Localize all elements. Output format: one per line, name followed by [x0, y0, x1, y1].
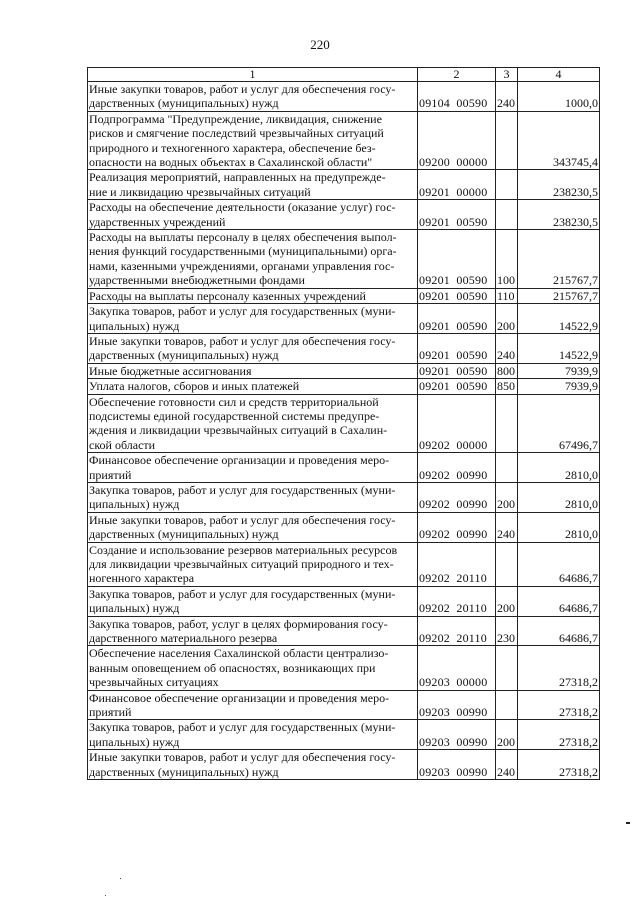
column-header-4: 4	[518, 68, 600, 82]
row-description: Реализация мероприятий, направленных на предупрежде- ние и ликвидацию чрезвычайных ситуаций	[88, 170, 418, 200]
margin-mark	[626, 822, 630, 824]
row-expense-type	[496, 542, 518, 586]
row-description: Закупка товаров, работ и услуг для государственных (муни- ципальных) нужд	[88, 482, 418, 512]
row-code: 09201 00590	[418, 288, 496, 303]
table-row	[88, 586, 600, 616]
row-amount: 27318,2	[518, 690, 600, 720]
table-row	[88, 646, 600, 690]
row-code: 09104 00590	[418, 82, 496, 112]
row-amount: 27318,2	[518, 720, 600, 750]
row-amount: 1000,0	[518, 82, 600, 112]
table-row	[88, 304, 600, 334]
row-amount: 2810,0	[518, 453, 600, 483]
row-description: Закупка товаров, работ и услуг для государственных (муни- ципальных) нужд	[88, 720, 418, 750]
row-amount: 343745,4	[518, 111, 600, 170]
table-row	[88, 542, 600, 586]
column-header-3: 3	[496, 68, 518, 82]
row-code: 09202 00000	[418, 394, 496, 453]
row-amount: 238230,5	[518, 170, 600, 200]
row-code: 09201 00590	[418, 230, 496, 289]
row-expense-type	[496, 690, 518, 720]
row-expense-type: 110	[496, 288, 518, 303]
table-row	[88, 512, 600, 542]
row-code: 09203 00000	[418, 646, 496, 690]
row-code: 09202 00990	[418, 482, 496, 512]
row-description: Финансовое обеспечение организации и проведения меро- приятий	[88, 690, 418, 720]
row-code: 09201 00590	[418, 333, 496, 363]
row-code: 09201 00000	[418, 170, 496, 200]
row-description: Создание и использование резервов материальных ресурсов для ликвидации чрезвычайных ситуаций природного и тех- ногенного характера	[88, 542, 418, 586]
table-row	[88, 333, 600, 363]
row-description: Закупка товаров, работ, услуг в целях формирования госу- дарственного материального резерва	[88, 616, 418, 646]
table-row	[88, 690, 600, 720]
column-header-1: 1	[88, 68, 418, 82]
table-row	[88, 453, 600, 483]
row-expense-type: 200	[496, 304, 518, 334]
row-description: Обеспечение населения Сахалинской области централизо- ванным оповещением об опасностях, возникающих при чрезвычайных ситуациях	[88, 646, 418, 690]
table-row	[88, 720, 600, 750]
row-description: Иные закупки товаров, работ и услуг для обеспечения госу- дарственных (муниципальных) нужд	[88, 82, 418, 112]
table-row	[88, 82, 600, 112]
row-expense-type	[496, 453, 518, 483]
row-description: Уплата налогов, сборов и иных платежей	[88, 379, 418, 394]
table-row	[88, 482, 600, 512]
row-expense-type	[496, 646, 518, 690]
row-description: Обеспечение готовности сил и средств территориальной подсистемы единой государственной системы предупре- ждения и ликвидации чрезвычайных ситуаций в Сахалин- ской области	[88, 394, 418, 453]
row-code: 09202 20110	[418, 542, 496, 586]
table-row	[88, 170, 600, 200]
row-amount: 14522,9	[518, 333, 600, 363]
row-expense-type: 240	[496, 750, 518, 780]
row-expense-type: 800	[496, 363, 518, 378]
table-row	[88, 394, 600, 453]
row-amount: 2810,0	[518, 482, 600, 512]
row-code: 09201 00590	[418, 304, 496, 334]
row-expense-type: 850	[496, 379, 518, 394]
row-description: Подпрограмма "Предупреждение, ликвидация, снижение рисков и смягчение последствий чрезвычайных ситуаций природного и техногенного характера, обеспечение без- опасности на водных объектах в Сахалинской области"	[88, 111, 418, 170]
scan-speck	[105, 895, 106, 896]
row-amount: 7939,9	[518, 379, 600, 394]
row-code: 09201 00590	[418, 363, 496, 378]
row-code: 09203 00990	[418, 720, 496, 750]
column-header-2: 2	[418, 68, 496, 82]
row-amount: 64686,7	[518, 586, 600, 616]
row-description: Иные бюджетные ассигнования	[88, 363, 418, 378]
table-row	[88, 363, 600, 378]
row-code: 09201 00590	[418, 379, 496, 394]
row-description: Расходы на выплаты персоналу в целях обеспечения выпол- нения функций государственными (муниципальными) орга- нами, казенными учреждениями, органами управления гос- ударственными внебюджетными фондами	[88, 230, 418, 289]
row-expense-type: 200	[496, 586, 518, 616]
row-code: 09203 00990	[418, 750, 496, 780]
row-amount: 64686,7	[518, 542, 600, 586]
table-row	[88, 616, 600, 646]
row-code: 09202 20110	[418, 586, 496, 616]
table-row	[88, 111, 600, 170]
row-expense-type: 240	[496, 512, 518, 542]
row-amount: 215767,7	[518, 288, 600, 303]
row-code: 09203 00990	[418, 690, 496, 720]
row-description: Иные закупки товаров, работ и услуг для обеспечения госу- дарственных (муниципальных) нужд	[88, 512, 418, 542]
page-number: 220	[310, 37, 330, 52]
row-amount: 67496,7	[518, 394, 600, 453]
row-description: Закупка товаров, работ и услуг для государственных (муни- ципальных) нужд	[88, 304, 418, 334]
row-expense-type: 240	[496, 333, 518, 363]
row-description: Иные закупки товаров, работ и услуг для обеспечения госу- дарственных (муниципальных) нужд	[88, 333, 418, 363]
row-amount: 64686,7	[518, 616, 600, 646]
row-expense-type: 240	[496, 82, 518, 112]
row-expense-type: 100	[496, 230, 518, 289]
row-code: 09200 00000	[418, 111, 496, 170]
row-amount: 7939,9	[518, 363, 600, 378]
row-expense-type	[496, 200, 518, 230]
table-row	[88, 230, 600, 289]
row-code: 09202 20110	[418, 616, 496, 646]
row-amount: 215767,7	[518, 230, 600, 289]
row-expense-type	[496, 394, 518, 453]
row-description: Расходы на обеспечение деятельности (оказание услуг) гос- ударственных учреждений	[88, 200, 418, 230]
row-description: Иные закупки товаров, работ и услуг для обеспечения госу- дарственных (муниципальных) нужд	[88, 750, 418, 780]
row-description: Финансовое обеспечение организации и проведения меро- приятий	[88, 453, 418, 483]
scan-speck	[120, 878, 121, 879]
table-row	[88, 200, 600, 230]
row-amount: 27318,2	[518, 646, 600, 690]
row-expense-type: 200	[496, 720, 518, 750]
row-amount: 27318,2	[518, 750, 600, 780]
row-amount: 14522,9	[518, 304, 600, 334]
row-code: 09202 00990	[418, 453, 496, 483]
table-row	[88, 288, 600, 303]
budget-table	[87, 67, 600, 780]
table-row	[88, 750, 600, 780]
row-description: Расходы на выплаты персоналу казенных учреждений	[88, 288, 418, 303]
row-expense-type: 230	[496, 616, 518, 646]
table-header-row	[88, 68, 600, 82]
row-amount: 238230,5	[518, 200, 600, 230]
row-expense-type: 200	[496, 482, 518, 512]
row-expense-type	[496, 111, 518, 170]
row-expense-type	[496, 170, 518, 200]
row-code: 09202 00990	[418, 512, 496, 542]
row-code: 09201 00590	[418, 200, 496, 230]
row-description: Закупка товаров, работ и услуг для государственных (муни- ципальных) нужд	[88, 586, 418, 616]
table-row	[88, 379, 600, 394]
row-amount: 2810,0	[518, 512, 600, 542]
